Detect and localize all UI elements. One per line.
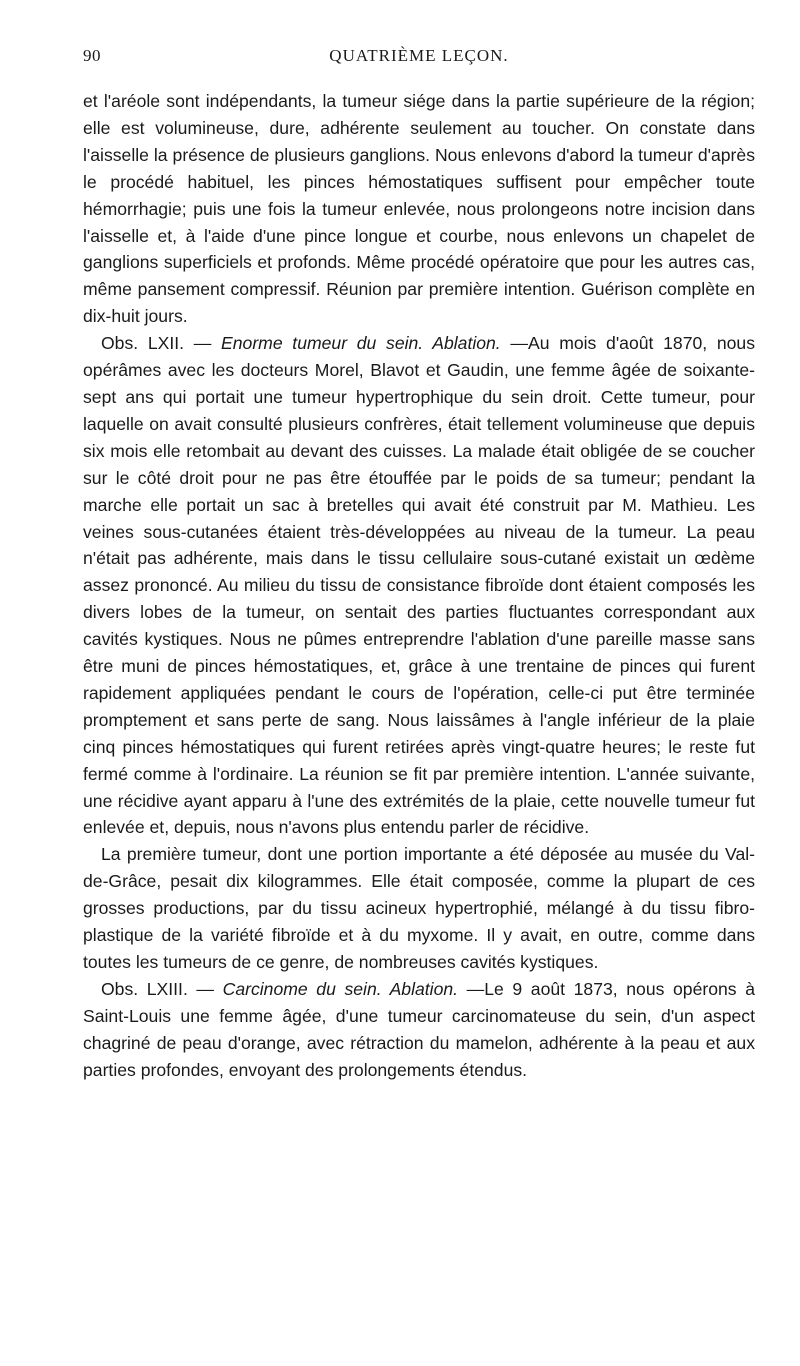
body-text xyxy=(83,88,755,1084)
observation-63-title: Carcinome du sein. Ablation. xyxy=(222,978,459,999)
observation-62-title: Enorme tumeur du sein. Ablation. xyxy=(221,333,501,354)
section-title: QUATRIÈME LEÇON. xyxy=(329,46,509,65)
observation-63-label: Obs. LXIII. — xyxy=(101,978,223,999)
observation-63 xyxy=(83,976,755,1084)
paragraph-tumor-description: La première tumeur, dont une portion importante a été déposée au musée du Val-de-Grâce, pesait dix kilogrammes. Elle était composée, comme la plupart de ces grosses productions, par du tissu acineux hypertrophié, mélangé à du tissu fibro-plastique de la variété fibroïde et à du myxome. Il y avait, en outre, comme dans toutes les tumeurs de ce genre, de nombreuses cavités kystiques. xyxy=(83,844,755,972)
paragraph-continuation: et l'aréole sont indépendants, la tumeur siége dans la partie supérieure de la région; elle est volumineuse, dure, adhérente seulement au toucher. On constate dans l'aisselle la présence de plusieurs ganglions. Nous enlevons d'abord la tumeur d'après le procédé habituel, les pinces hémostatiques suffisent pour empêcher toute hémorrhagie; puis une fois la tumeur enlevée, nous prolongeons notre incision dans l'aisselle et, à l'aide d'une pince longue et courbe, nous enlevons un chapelet de ganglions superficiels et profonds. Même procédé opératoire que pour les autres cas, même pansement compressif. Réunion par première intention. Guérison complète en dix-huit jours. xyxy=(83,91,755,327)
observation-63-text: —Le 9 août 1873, nous opérons à Saint-Louis une femme âgée, d'une tumeur carcinomateuse du sein, d'un aspect chagriné de peau d'orange, avec rétraction du mamelon, adhérente à la peau et aux parties profondes, envoyant des prolongements étendus. xyxy=(83,978,755,1080)
running-head xyxy=(83,46,755,76)
observation-62-text: —Au mois d'août 1870, nous opérâmes avec les docteurs Morel, Blavot et Gaudin, une femme âgée de soixante-sept ans qui portait une tumeur hypertrophique du sein droit. Cette tumeur, pour laquelle on avait consulté plusieurs confrères, était tellement volumineuse que depuis six mois elle retombait au devant des cuisses. La malade était obligée de se coucher sur le côté droit pour ne pas être étouffée par le poids de sa tumeur; pendant la marche elle portait un sac à bretelles qui avait été construit par M. Mathieu. Les veines sous-cutanées étaient très-développées au niveau de la tumeur. La peau n'était pas adhérente, mais dans le tissu cellulaire sous-cutané existait un œdème assez prononcé. Au milieu du tissu de consistance fibroïde dont étaient composés les divers lobes de la tumeur, on sentait des parties fluctuantes correspondant aux cavités kystiques. Nous ne pûmes entreprendre l'ablation d'une pareille masse sans être muni de pinces hémostatiques, et, grâce à une trentaine de pinces qui furent rapidement appliquées pendant le cours de l'opération, celle-ci put être terminée promptement et sans perte de sang. Nous laissâmes à l'angle inférieur de la plaie cinq pinces hémostatiques qui furent retirées après vingt-quatre heures; le reste fut fermé comme à l'ordinaire. La réunion se fit par première intention. L'année suivante, une récidive ayant apparu à l'une des extrémités de la plaie, cette nouvelle tumeur fut enlevée et, depuis, nous n'avons plus entendu parler de récidive. xyxy=(83,333,755,838)
observation-62 xyxy=(83,330,755,841)
observation-62-label: Obs. LXII. — xyxy=(101,333,222,354)
book-page xyxy=(83,46,755,1084)
page-number: 90 xyxy=(83,46,101,65)
